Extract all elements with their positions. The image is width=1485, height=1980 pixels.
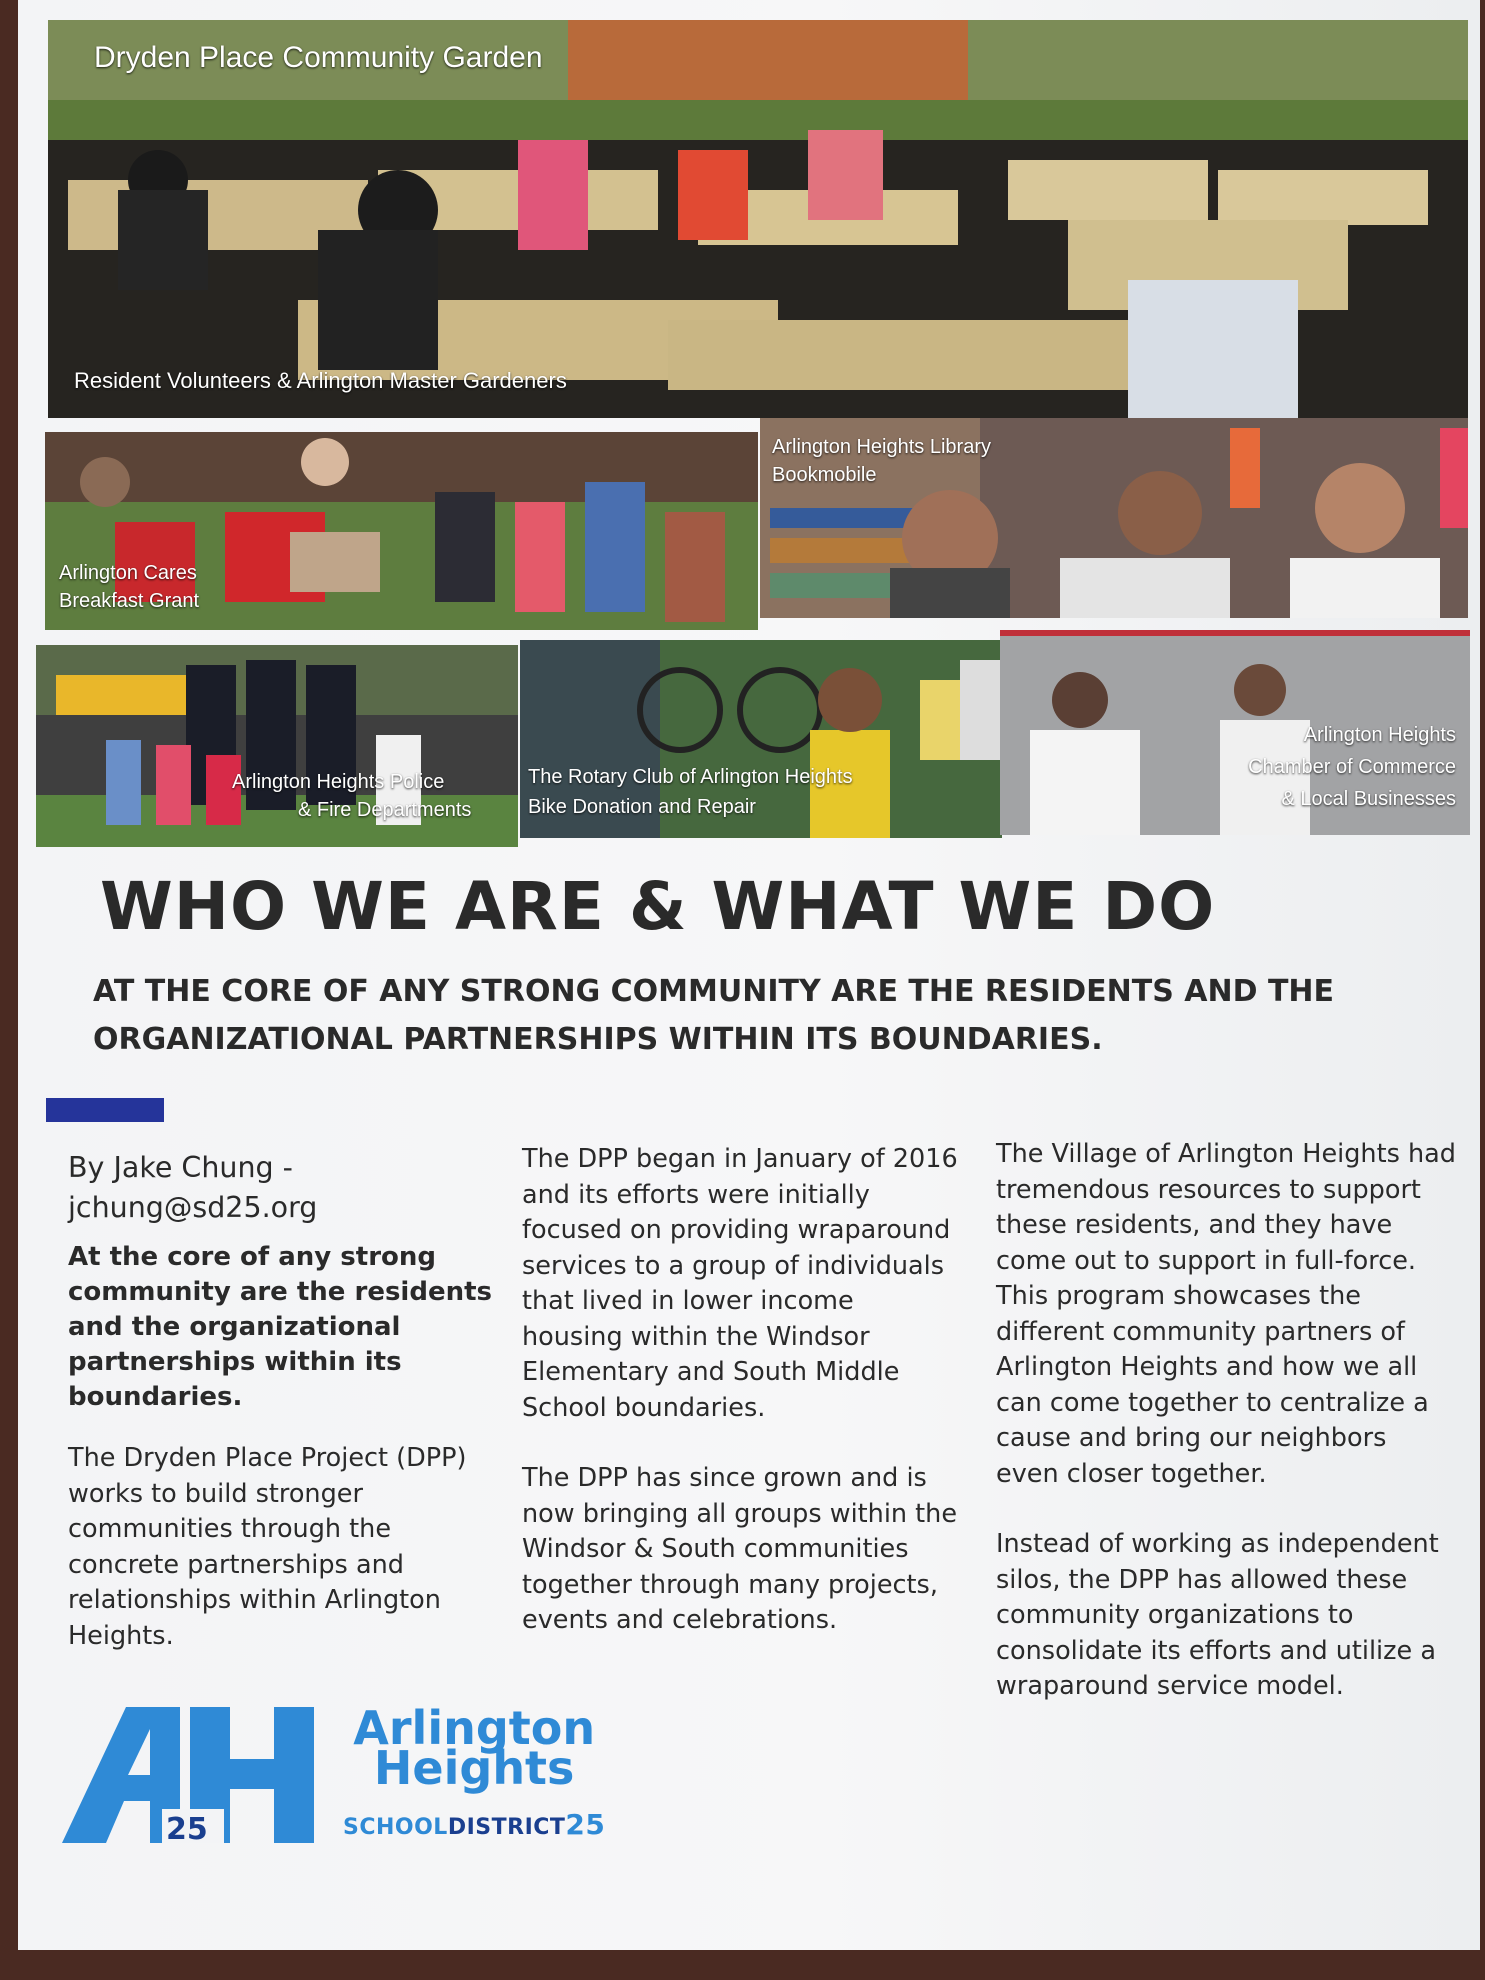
logo-number: 25 <box>166 1812 208 1845</box>
photo-caption: & Fire Departments <box>298 799 472 821</box>
byline-email: jchung@sd25.org <box>68 1191 318 1224</box>
photo-caption: Dryden Place Community Garden <box>94 41 543 74</box>
subheadline: AT THE CORE OF ANY STRONG COMMUNITY ARE THE RESIDENTS AND THE ORGANIZATIONAL PARTNERSHIPS WITHIN ITS BOUNDARIES. <box>93 974 1335 1057</box>
bookmobile-photo <box>760 418 1468 618</box>
body-paragraph: The DPP has since grown and is now bringing all groups within the Windsor & South communities together through many projects, events and celebrations. <box>522 1463 958 1635</box>
headline: WHO WE ARE & WHAT WE DO <box>100 868 1216 945</box>
rotary-bike-photo <box>520 640 1002 838</box>
photo-caption: Chamber of Commerce <box>1248 756 1456 778</box>
column-2 <box>522 1142 962 1639</box>
body-paragraph: The Village of Arlington Heights had tremendous resources to support these residents, and they have come out to support in full-force. This program showcases the different community partners of Arlington Heights and how we all can come together to centralize a cause and bring our neighbors even closer together. <box>996 1139 1456 1489</box>
logo-district: SCHOOLDISTRICT25 <box>343 1808 606 1841</box>
lead-paragraph: At the core of any strong community are the residents and the organizational partnerships within its boundaries. <box>68 1242 492 1412</box>
byline-author: By Jake Chung - <box>68 1151 293 1184</box>
community-garden-photo <box>48 20 1468 418</box>
photo-caption: Arlington Heights Library <box>772 436 991 458</box>
chamber-commerce-photo <box>1000 630 1470 835</box>
column-1 <box>68 1148 508 1654</box>
breakfast-grant-photo <box>45 432 758 630</box>
ah-logo-icon <box>62 1705 332 1845</box>
photo-caption: Breakfast Grant <box>59 590 200 612</box>
flyer-page <box>18 0 1480 1950</box>
body-paragraph: The DPP began in January of 2016 and its efforts were initially focused on providing wraparound services to a group of individuals that lived in lower income housing within the Windsor Elementary and South Middle School boundaries. <box>522 1144 958 1423</box>
photo-caption: Bookmobile <box>772 464 877 486</box>
photo-caption: Arlington Heights Police <box>232 771 445 793</box>
logo-name-line1: Arlington <box>353 1701 596 1755</box>
photo-caption: & Local Businesses <box>1281 788 1456 810</box>
logo-name-line2: Heights <box>373 1741 575 1795</box>
photo-caption: Arlington Heights <box>1303 724 1456 746</box>
police-fire-photo <box>36 645 518 847</box>
body-paragraph: Instead of working as independent silos, the DPP has allowed these community organizations to consolidate its efforts and utilize a wraparound service model. <box>996 1529 1439 1701</box>
column-3 <box>996 1137 1456 1705</box>
accent-rule <box>46 1098 164 1122</box>
district-logo-text <box>343 1701 606 1841</box>
photo-caption: Arlington Cares <box>59 562 197 584</box>
intro-paragraph: The Dryden Place Project (DPP) works to build stronger communities through the concrete partnerships and relationships within Arlington Heights. <box>68 1443 467 1651</box>
garden-scene <box>48 20 1468 418</box>
photo-caption: The Rotary Club of Arlington Heights <box>528 766 853 788</box>
photo-caption: Resident Volunteers & Arlington Master Gardeners <box>74 368 567 393</box>
photo-caption: Bike Donation and Repair <box>528 796 756 818</box>
